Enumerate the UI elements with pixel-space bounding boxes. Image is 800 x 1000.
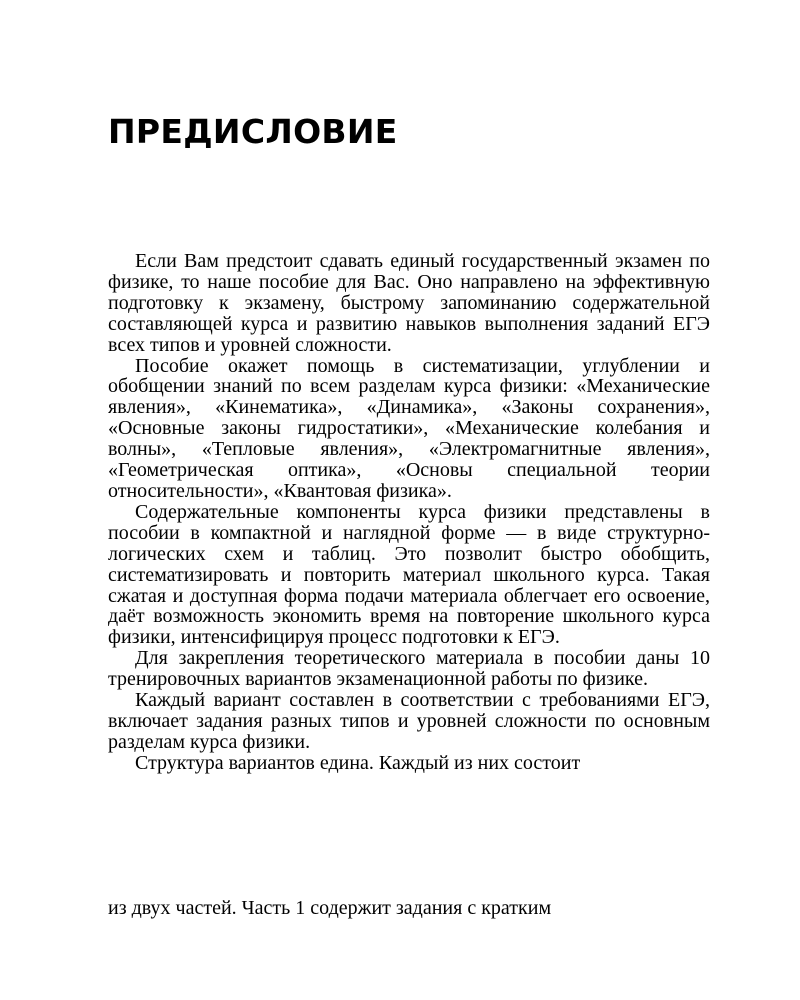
paragraph-variant-requirements: Каждый вариант составлен в соответствии с требованиями ЕГЭ, включает задания разных типов и уровней сложности по основным разделам курса физики. (108, 689, 710, 753)
paragraph-intro: Если Вам предстоит сдавать единый государственный экзамен по физике, то наше пособие для Вас. Оно направлено на эффективную подготовку к экзамену, быстрому запоминанию содержательной составляющей курса и развитию навыков выполнения заданий ЕГЭ всех типов и уровней сложности. (108, 250, 710, 356)
paragraph-content-form: Содержательные компоненты курса физики представлены в пособии в компактной и наглядной форме — в виде структурно-логических схем и таблиц. Это позволит быстро обобщить, систематизировать и повторить материал школьного курса. Такая сжатая и доступная форма подачи материала облегчает его освоение, даёт возможность экономить время на повторение школьного курса физики, интенсифицируя процесс подготовки к ЕГЭ. (108, 500, 710, 649)
paragraph-topics: Пособие окажет помощь в систематизации, углублении и обобщении знаний по всем разделам курса физики: «Механические явления», «Кинематика», «Динамика», «Законы сохранения», «Основные законы гидростатики», «Механические колебания и волны», «Тепловые явления», «Электромагнитные явления», «Геометрическая оптика», «Основы специальной теории относительности», «Квантовая физика». (108, 354, 710, 502)
paragraph-structure: Структура вариантов едина. Каждый из них состоит (135, 751, 581, 774)
preface-body (108, 251, 710, 774)
paragraph-structure-continuation: из двух частей. Часть 1 содержит задания с кратким (108, 898, 552, 919)
page-title: ПРЕДИСЛОВИЕ (108, 112, 398, 151)
paragraph-training-variants: Для закрепления теоретического материала в пособии даны 10 тренировочных вариантов экзаменационной работы по физике. (108, 647, 710, 691)
